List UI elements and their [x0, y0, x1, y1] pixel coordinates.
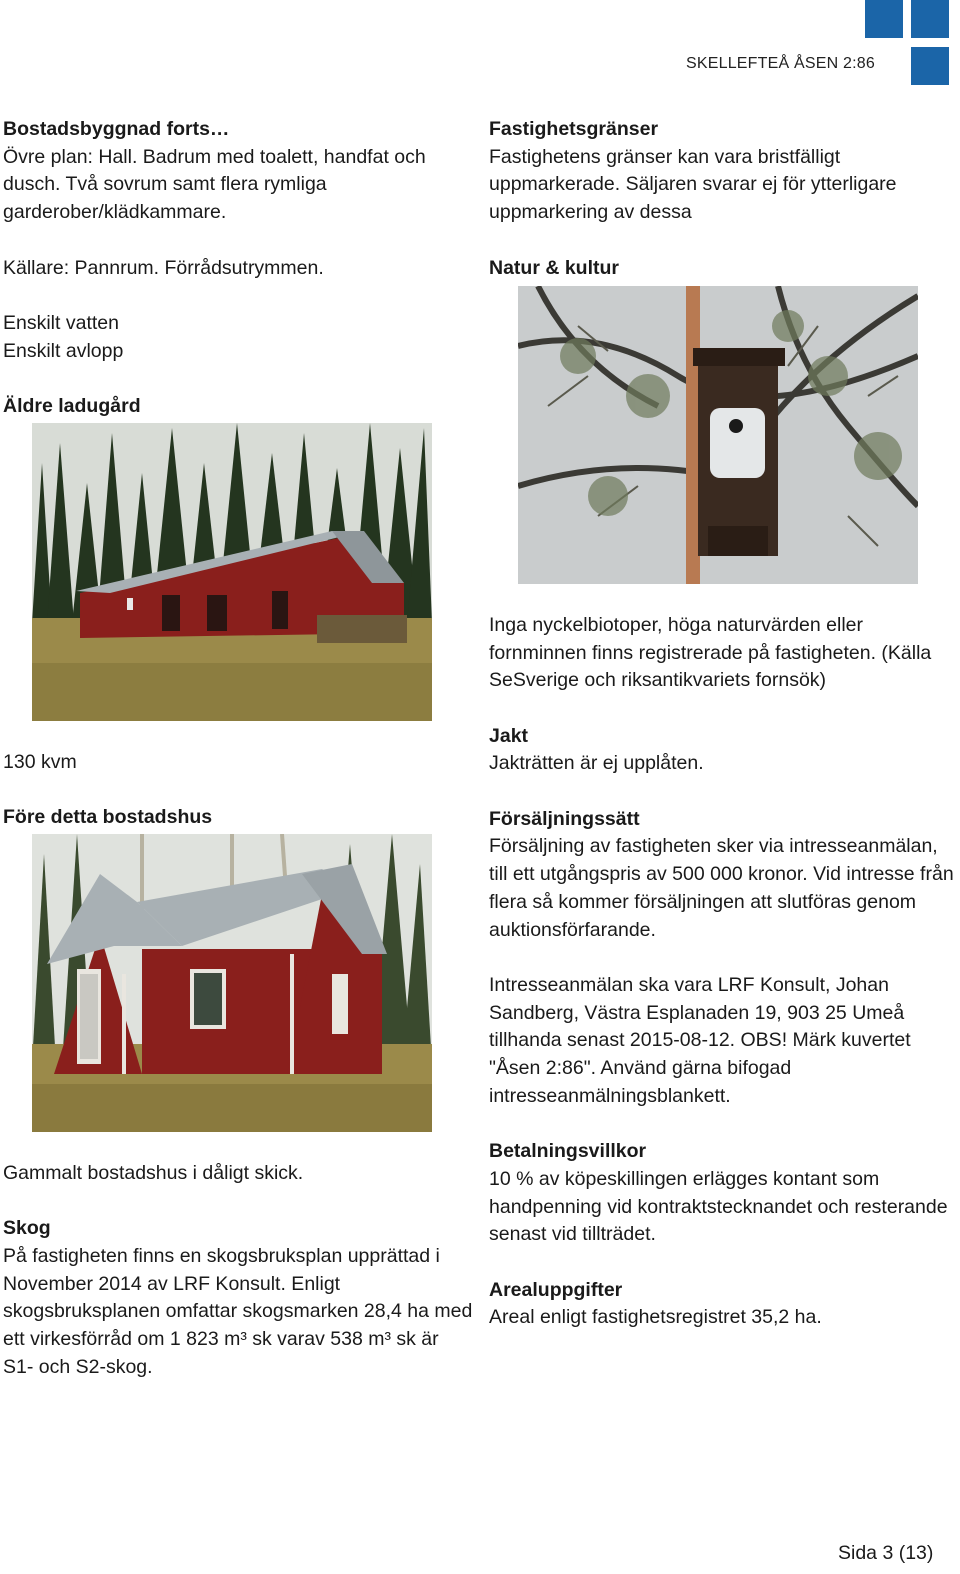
page-number: Sida 3 (13) — [838, 1542, 934, 1564]
logo-square-icon — [865, 0, 903, 38]
bostad-text: Övre plan: Hall. Badrum med toalett, handfat och dusch. Två sovrum samt flera rymliga garderober/klädkammare. — [3, 145, 426, 224]
logo-square-icon — [911, 0, 949, 38]
natur-heading: Natur & kultur — [489, 256, 620, 279]
birdhouse-photo — [518, 286, 918, 584]
logo-square-icon — [911, 47, 949, 85]
left-column — [3, 116, 473, 1381]
bostadshus-text: Gammalt bostadshus i dåligt skick. — [3, 1161, 304, 1184]
avlopp-text: Enskilt avlopp — [3, 339, 124, 362]
intresse-text: Intresseanmälan ska vara LRF Konsult, Johan Sandberg, Västra Esplanaden 19, 903 25 Umeå tillhanda senast 2015-08-12. OBS! Märk kuvertet "Åsen 2:86". Använd gärna bifogad intresseanmälningsblankett. — [489, 973, 911, 1107]
jakt-text: Jakträtten är ej upplåten. — [489, 752, 704, 775]
forsaljning-text: Försäljning av fastigheten sker via intresseanmälan, till ett utgångspris av 500 000 kronor. Vid intresse från flera så kommer försäljningen att slutföras genom auktionsförfarande. — [489, 835, 954, 941]
bostadshus-heading: Före detta bostadshus — [3, 806, 213, 829]
kallare-text: Källare: Pannrum. Förrådsutrymmen. — [3, 256, 324, 279]
vatten-text: Enskilt vatten — [3, 311, 119, 334]
forsaljning-heading: Försäljningssätt — [489, 807, 640, 830]
ladugard-heading: Äldre ladugård — [3, 394, 141, 417]
company-logo — [865, 0, 955, 90]
granser-heading: Fastighetsgränser — [489, 118, 659, 140]
right-column — [489, 116, 954, 1332]
areal-heading: Arealuppgifter — [489, 1278, 623, 1301]
ladugard-size: 130 kvm — [3, 750, 77, 773]
jakt-heading: Jakt — [489, 724, 529, 747]
betalning-heading: Betalningsvillkor — [489, 1140, 647, 1163]
betalning-text: 10 % av köpeskillingen erlägges kontant som handpenning vid kontraktstecknandet och resterande senast vid tillträdet. — [489, 1167, 948, 1246]
granser-text: Fastighetens gränser kan vara bristfälligt uppmarkerade. Säljaren svarar ej för ytterligare uppmarkering av dessa — [489, 145, 897, 224]
barn-photo — [32, 423, 432, 721]
skog-text: På fastigheten finns en skogsbruksplan upprättad i November 2014 av LRF Konsult. Enligt skogsbruksplanen omfattar skogsmarken 28,4 ha med ett virkesförråd om 1 823 m³ sk varav 538 m³ sk är S1- och S2-skog. — [3, 1244, 473, 1378]
skog-heading: Skog — [3, 1217, 51, 1240]
document-title: SKELLEFTEÅ ÅSEN 2:86 — [686, 55, 875, 72]
natur-text: Inga nyckelbiotoper, höga naturvärden eller fornminnen finns registrerade på fastigheten. (Källa SeSverige och riksantikvariets fornsök) — [489, 613, 932, 692]
house-photo — [32, 834, 432, 1132]
bostad-heading: Bostadsbyggnad forts… — [3, 118, 230, 140]
areal-text: Areal enligt fastighetsregistret 35,2 ha. — [489, 1306, 822, 1329]
